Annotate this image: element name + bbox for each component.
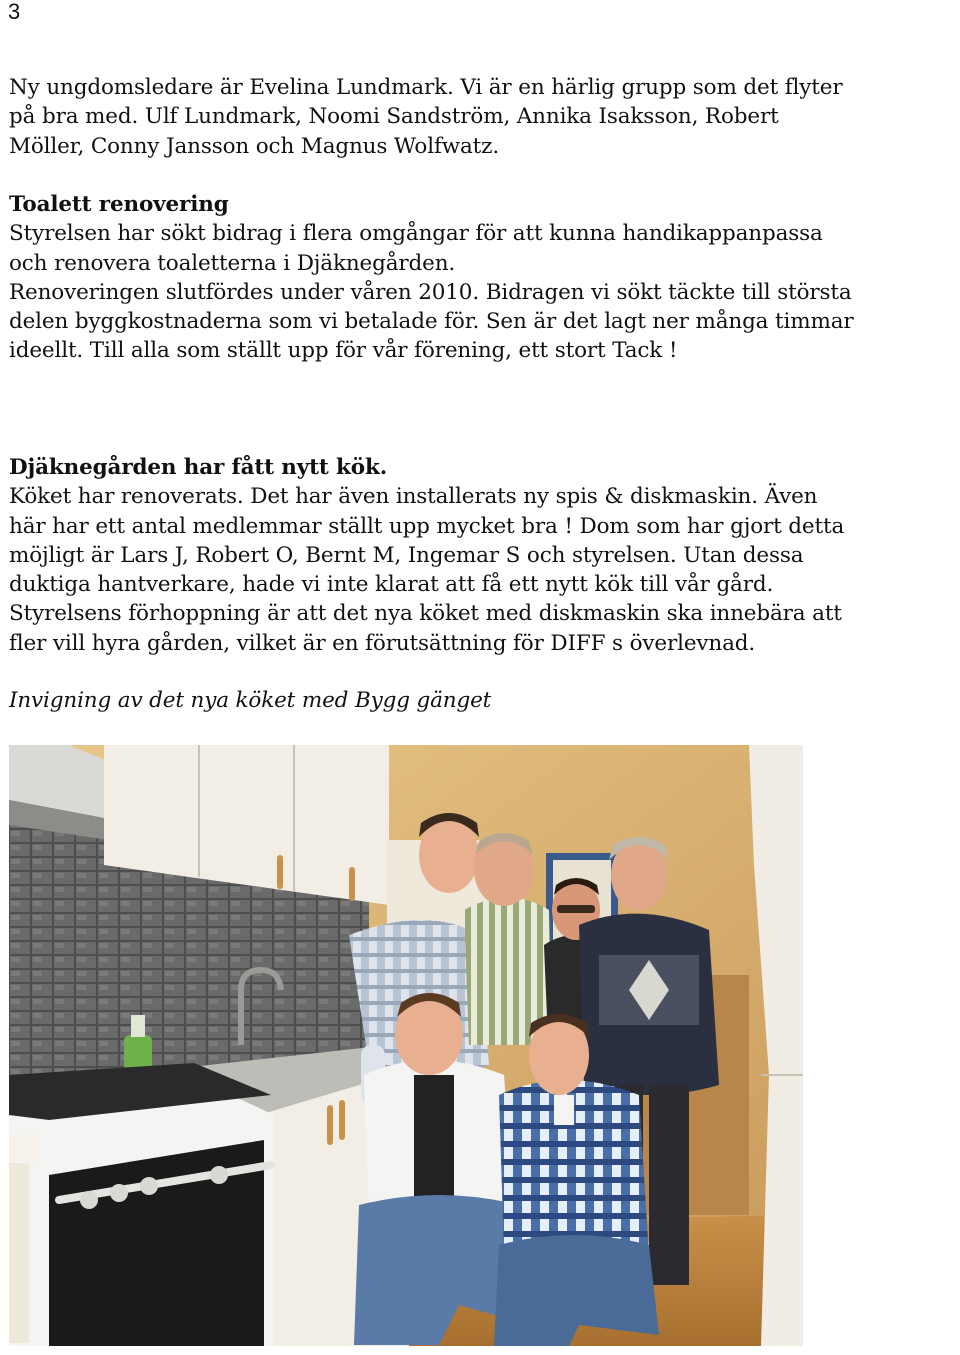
kitchen-line: möjligt är Lars J, Robert O, Bernt M, Ingemar S och styrelsen. Utan dessa <box>9 542 804 568</box>
kitchen-line: Köket har renoverats. Det har även installerats ny spis & diskmaskin. Även <box>9 484 818 510</box>
toilet-line: ideellt. Till alla som ställt upp för vår förening, ett stort Tack ! <box>9 338 678 364</box>
kitchen-heading: Djäknegården har fått nytt kök <box>9 455 380 480</box>
toilet-line: delen byggkostnaderna som vi betalade för. Sen är det lagt ner många timmar <box>9 309 854 335</box>
toilet-line: Renoveringen slutfördes under våren 2010. Bidragen vi sökt täckte till största <box>9 279 852 305</box>
kitchen-group-photo <box>9 745 803 1346</box>
kitchen-heading-suffix: . <box>379 455 388 480</box>
kitchen-heading-line <box>9 453 959 482</box>
intro-line: på bra med. Ulf Lundmark, Noomi Sandström, Annika Isaksson, Robert <box>9 104 779 130</box>
intro-line: Ny ungdomsledare är Evelina Lundmark. Vi är en härlig grupp som det flyter <box>9 75 843 100</box>
kitchen-line: duktiga hantverkare, hade vi inte klarat att få ett nytt kök till vår gård. <box>9 572 774 598</box>
toilet-line: och renovera toaletterna i Djäknegården. <box>9 250 456 276</box>
toilet-line: Styrelsen har sökt bidrag i flera omgångar för att kunna handikappanpassa <box>9 221 823 247</box>
kitchen-line: Styrelsens förhoppning är att det nya köket med diskmaskin ska innebära att <box>9 601 842 627</box>
intro-paragraph <box>9 73 959 161</box>
photo-caption: Invigning av det nya köket med Bygg gänget <box>9 688 492 713</box>
kitchen-line: fler vill hyra gården, vilket är en förutsättning för DIFF s överlevnad. <box>9 630 756 656</box>
kitchen-line: här har ett antal medlemmar ställt upp mycket bra ! Dom som har gjort detta <box>9 513 845 539</box>
toilet-heading: Toalett renovering <box>9 192 229 217</box>
kitchen-section <box>9 453 959 658</box>
intro-line: Möller, Conny Jansson och Magnus Wolfwatz. <box>9 133 500 159</box>
toilet-section <box>9 190 959 366</box>
page-number: 3 <box>8 0 21 24</box>
